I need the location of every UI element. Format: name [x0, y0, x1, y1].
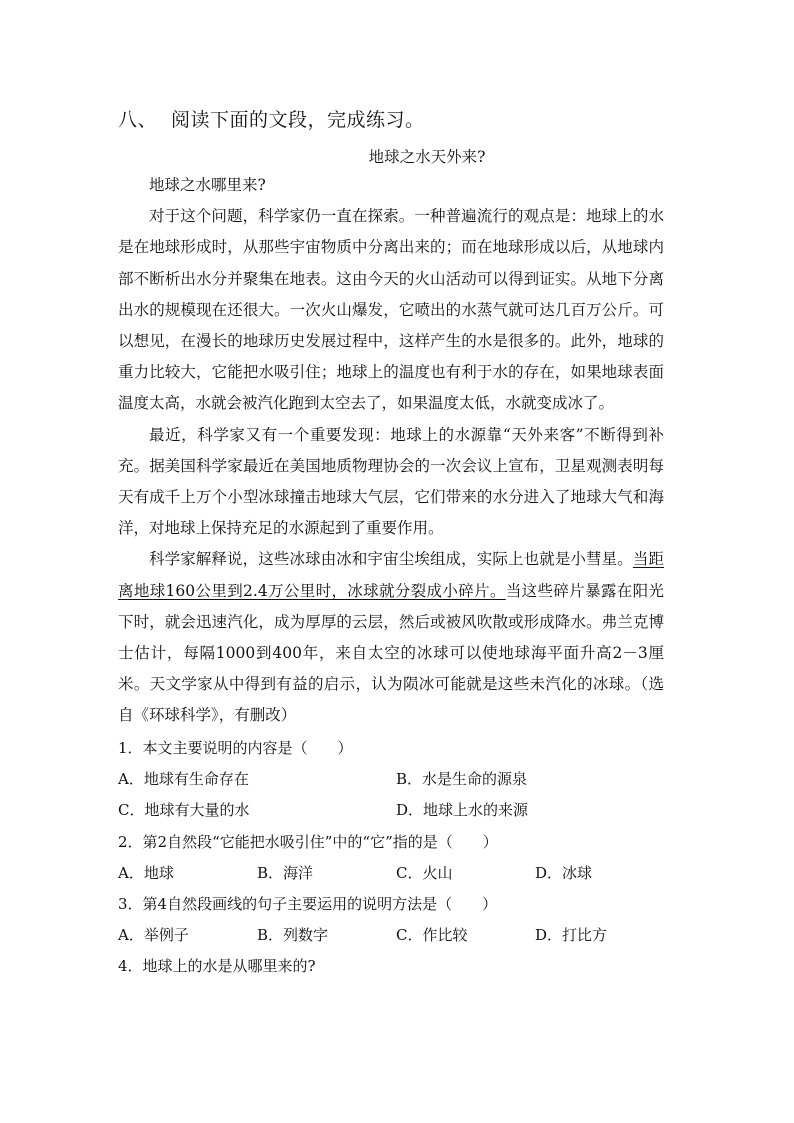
option-a[interactable]: A．地球有生命存在 — [118, 770, 249, 789]
question-list — [118, 733, 678, 983]
option-a[interactable]: A．地球 — [118, 863, 174, 882]
section-title: 阅读下面的文段，完成练习。 — [171, 109, 425, 131]
underlined-sentence: 当距离地球160公里到2.4万公里时，冰球就分裂成小碎片。 — [118, 550, 664, 600]
paragraph-1: 地球之水哪里来? — [149, 176, 266, 194]
option-d[interactable]: D．地球上水的来源 — [396, 801, 529, 820]
question-2: 2．第2自然段“它能把水吸引住”中的“它”指的是（ ） — [118, 832, 498, 851]
question-1-options — [118, 764, 678, 795]
question-2-options — [118, 858, 678, 889]
question-3: 3．第4自然段画线的句子主要运用的说明方法是（ ） — [118, 894, 498, 913]
article-title: 地球之水天外来? — [368, 148, 486, 166]
option-b[interactable]: B．水是生命的源泉 — [396, 770, 528, 789]
option-a[interactable]: A．举例子 — [118, 926, 189, 945]
option-b[interactable]: B．列数字 — [257, 926, 329, 945]
paragraph-4-after: 当这些碎片暴露在阳光下时，就会迅速汽化，成为厚厚的云层，然后或被风吹散或形成降水。弗兰克博士估计，每隔1000到400年，来自太空的冰球可以使地球海平面升高2－3厘米。天文学家从中得到有益的启示，认为陨冰可能就是这些未汽化的冰球。（选自《环球科学》，有删改） — [118, 581, 664, 725]
question-3-options — [118, 920, 678, 951]
option-d[interactable]: D．打比方 — [535, 926, 608, 945]
article-body — [118, 170, 664, 732]
paragraph-3: 最近，科学家又有一个重要发现：地球上的水源靠“天外来客”不断得到补充。据美国科学家最近在美国地质物理协会的一次会议上宣布，卫星观测表明每天有成千上万个小型冰球撞击地球大气层，它们带来的水分进入了地球大气和海洋，对地球上保持充足的水源起到了重要作用。 — [118, 425, 664, 538]
option-c[interactable]: C．地球有大量的水 — [118, 801, 250, 820]
question-4: 4．地球上的水是从哪里来的? — [118, 957, 316, 976]
paragraph-4 — [118, 544, 664, 731]
question-1-options-row-2 — [118, 795, 678, 826]
question-1: 1．本文主要说明的内容是（ ） — [118, 739, 353, 757]
option-c[interactable]: C．火山 — [396, 863, 453, 882]
section-heading — [118, 105, 425, 132]
paragraph-4-before: 科学家解释说，这些冰球由冰和宇宙尘埃组成，实际上也就是小彗星。 — [149, 550, 633, 569]
option-c[interactable]: C．作比较 — [396, 926, 468, 945]
section-number: 八、 — [118, 109, 158, 131]
paragraph-2: 对于这个问题，科学家仍一直在探索。一种普遍流行的观点是：地球上的水是在地球形成时，从那些宇宙物质中分离出来的；而在地球形成以后，从地球内部不断析出水分并聚集在地表。这由今天的火山活动可以得到证实。从地下分离出水的规模现在还很大。一次火山爆发，它喷出的水蒸气就可达几百万公斤。可以想见，在漫长的地球历史发展过程中，这样产生的水是很多的。此外，地球的重力比较大，它能把水吸引住；地球上的温度也有利于水的存在，如果地球表面温度太高，水就会被汽化跑到太空去了，如果温度太低，水就变成冰了。 — [118, 207, 664, 413]
option-b[interactable]: B．海洋 — [257, 863, 314, 882]
option-d[interactable]: D．冰球 — [535, 863, 593, 882]
